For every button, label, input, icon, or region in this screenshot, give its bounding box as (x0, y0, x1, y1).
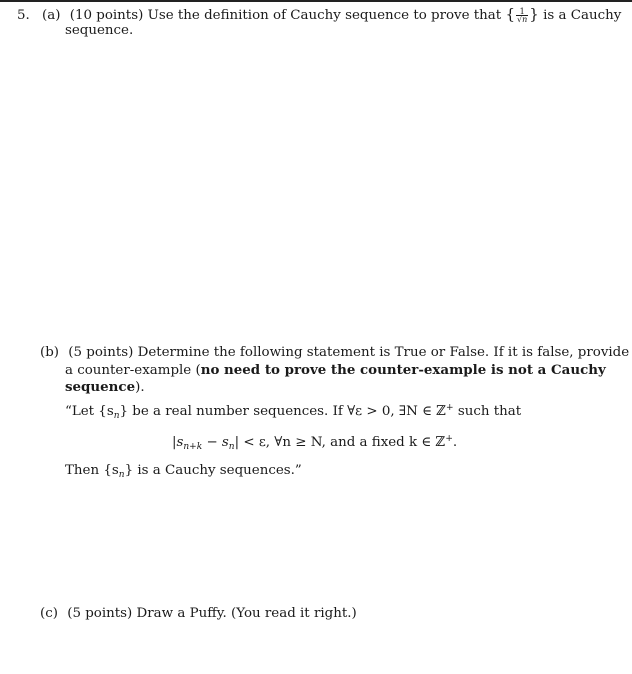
one-over-sqrt-n (516, 8, 528, 23)
sequence-open-brace: { (505, 5, 515, 23)
part-a-points: (10 points) (69, 8, 144, 23)
part-b-label: (b) (40, 345, 60, 360)
eq-left: |s (172, 435, 184, 450)
part-b-conclusion (65, 463, 302, 483)
conclusion-sub: n (118, 470, 125, 480)
part-b-line3-bold: sequence (65, 379, 136, 395)
part-b-text: Determine the following statement is True or False. If it is false, provide (137, 345, 630, 360)
eq-mid: − s (202, 435, 229, 450)
part-c-points: (5 points) (67, 606, 133, 621)
sequence-close-brace: } (529, 5, 539, 23)
frac-numerator: 1 (516, 8, 528, 16)
part-b-points: (5 points) (68, 345, 134, 360)
statement-sup: + (446, 403, 454, 413)
question-5-part-a-line1 (17, 6, 621, 24)
part-a-line2: sequence. (65, 23, 134, 38)
top-rule (0, 0, 632, 2)
conclusion-end: } is a Cauchy sequences.” (124, 463, 302, 478)
eq-end: . (452, 435, 458, 450)
statement-rest: } be a real number sequences. If ∀ε > 0, ∃N ∈ ℤ (119, 404, 447, 419)
eq-sub2: n (228, 442, 235, 452)
eq-sup: + (445, 434, 453, 444)
statement-start: “Let {s (65, 404, 114, 419)
eq-sub1: n+k (183, 442, 203, 452)
part-c-label: (c) (40, 606, 58, 621)
part-c-line (40, 606, 357, 622)
part-b-line2 (65, 362, 606, 379)
cauchy-condition-equation (172, 431, 457, 455)
part-a-text-after: is a Cauchy (543, 8, 622, 23)
part-b-statement (65, 400, 521, 424)
part-b-line3 (65, 379, 145, 396)
part-c-text: Draw a Puffy. (You read it right.) (136, 606, 357, 621)
part-b-line2-bold: no need to prove the counter-example is not a Cauchy (200, 362, 606, 378)
statement-sub-n: n (113, 411, 120, 421)
question-number: 5. (17, 8, 30, 23)
eq-right: | < ε, ∀n ≥ N, and a fixed k ∈ ℤ (234, 435, 446, 450)
part-a-text: Use the definition of Cauchy sequence to prove that (147, 8, 502, 23)
statement-end: such that (453, 404, 522, 419)
part-a-label: (a) (42, 8, 61, 23)
conclusion-start: Then {s (65, 463, 119, 478)
frac-denominator: √n (517, 15, 528, 24)
part-b-line1 (40, 345, 629, 361)
part-b-line3-plain: ). (135, 380, 145, 395)
part-b-line2-plain: a counter-example ( (65, 363, 201, 378)
